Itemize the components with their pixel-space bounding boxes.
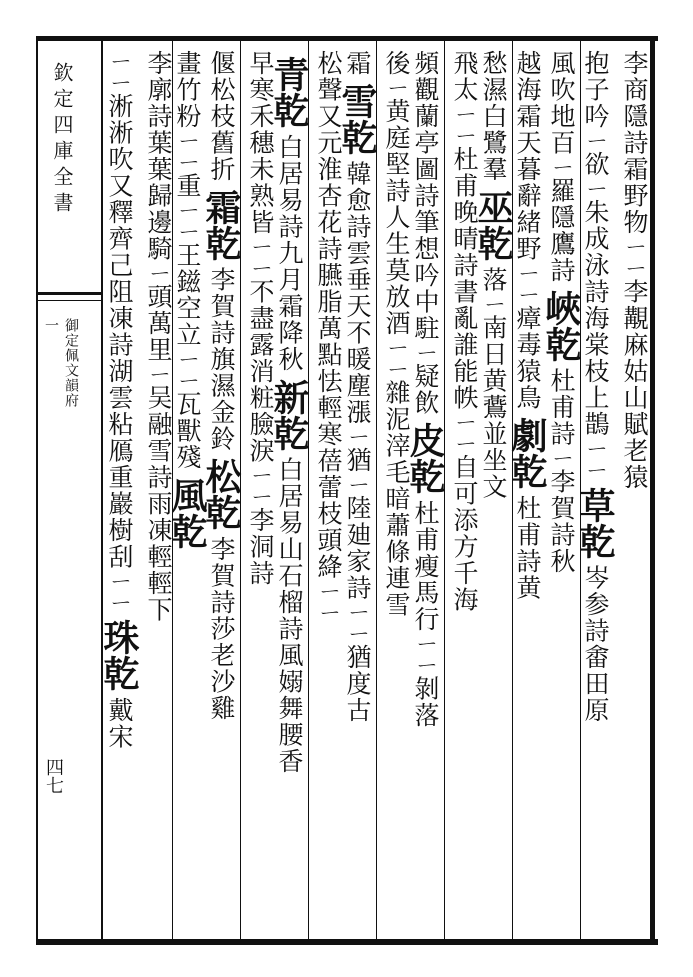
margin-divider-upper <box>38 292 101 295</box>
citation-text: 杜甫詩 <box>547 367 576 447</box>
entry-headword: 劇乾 <box>506 417 548 489</box>
citation-text: 杜甫晚晴詩書亂誰能帙ㄧㄧ自可添方千海 <box>450 146 479 613</box>
body-text: 畫竹粉ㄧㄧ重ㄧㄧ王鎡空 <box>173 50 202 322</box>
text-column <box>379 50 409 940</box>
text-column <box>243 50 273 940</box>
text-column <box>404 50 446 940</box>
body-text: 霜 <box>343 50 372 77</box>
body-text: 愁濕白鷺羣 <box>479 50 508 183</box>
margin-page-number: 四七 <box>43 758 64 794</box>
body-text: 鷰並坐文 <box>479 394 508 500</box>
text-column <box>268 50 310 940</box>
text-column <box>540 50 582 940</box>
citation-text: 戴宋 <box>105 697 134 750</box>
citation-text: 杜甫瘦馬行ㄧㄧ剝落 <box>411 500 440 729</box>
text-column <box>472 50 514 940</box>
entry-headword: 青乾 <box>268 56 310 128</box>
citation-text: 立ㄧㄧ瓦獸殘 <box>173 321 202 471</box>
citation-text: 杜甫詩黄 <box>513 495 542 601</box>
text-column <box>141 50 171 940</box>
text-column <box>200 50 242 940</box>
body-text: 後ㄧ黄庭堅詩人生莫放酒ㄧㄧ <box>382 50 411 380</box>
body-text: ㄧㄧ淅淅吹又釋齊己阻凍詩湖雲粘鴈重巖樹刮ㄧㄧ <box>105 50 134 613</box>
citation-text: 岑参詩畬田原 <box>581 564 610 724</box>
entry-headword: 風乾 <box>166 476 208 549</box>
text-column <box>311 50 341 940</box>
citation-text: 白居易山石榴詩風嫋舞腰香 <box>275 456 304 775</box>
entry-headword: 草乾 <box>574 486 616 559</box>
citation-text: 李賀詩旗濕金鈴 <box>207 266 236 452</box>
margin-sub-volume: 一 <box>43 318 59 333</box>
text-column <box>98 50 140 940</box>
entry-headword: 松乾 <box>200 458 242 530</box>
column-divider <box>376 41 377 939</box>
body-text: 早寒禾穗未熟皆ㄧㄧ不盡露消粧臉淚ㄧㄧ李洞詩 <box>246 50 275 587</box>
entry-headword: 珠乾 <box>98 619 140 691</box>
text-column <box>336 50 378 940</box>
citation-text: 白居易詩九月霜降秋 <box>275 134 304 373</box>
body-text: ㄧ李賀詩秋 <box>547 447 576 575</box>
citation-text: 瘴毒猿鳥 <box>513 305 542 411</box>
body-text: 李廓詩葉葉歸邊騎ㄧ頭萬里ㄧ吴融雪詩雨凍輕輕下 <box>144 50 173 623</box>
body-text: 李商隱詩霜野物ㄧㄧ李覯麻姑山賦老猿 <box>620 50 649 491</box>
frame-top-rule <box>36 36 658 41</box>
column-divider <box>308 41 309 939</box>
text-column <box>447 50 477 940</box>
entry-headword: 雪乾 <box>336 82 378 155</box>
margin-divider-lower <box>38 300 101 301</box>
citation-text: 韓愈詩雲垂天不暖塵漲ㄧ猶ㄧ陸廸家詩ㄧㄧ猶度古 <box>343 160 372 724</box>
entry-headword: 霜乾 <box>200 188 242 261</box>
citation-text: 落ㄧ南日黄 <box>479 266 508 394</box>
text-column <box>574 50 616 940</box>
body-text: 抱子吟ㄧ欲ㄧ朱成泳詩海棠枝上鵲ㄧㄧ <box>581 50 610 481</box>
citation-text: 雜泥滓毛暗蕭條連雪 <box>382 379 411 618</box>
margin-sub-title: 御定佩文韻府 <box>63 318 79 408</box>
entry-headword: 巫乾 <box>472 188 514 261</box>
entry-headword: 皮乾 <box>404 422 446 494</box>
body-text: 偃松枝舊折 <box>207 50 236 183</box>
text-column <box>506 50 548 940</box>
body-text: 松聲又元淮杏花詩臙脂萬點怯輕寒蓓蕾枝頭絳ㄧㄧ <box>314 50 343 623</box>
citation-text: 李賀詩莎老沙雞 <box>207 536 236 722</box>
margin-book-title: 欽定四庫全書 <box>50 62 74 218</box>
entry-headword: 新乾 <box>268 378 310 451</box>
frame-left-rule <box>36 36 38 945</box>
body-text: 風吹地百ㄧ羅隱鷹詩 <box>547 50 576 284</box>
body-text: 越海霜天暮辭緒野ㄧㄧ <box>513 50 542 305</box>
body-text: 飛太ㄧㄧ <box>450 50 479 146</box>
frame-right-rule <box>650 36 655 945</box>
text-column <box>166 50 208 940</box>
body-text: 頻觀蘭亭圖詩筆想吟中駐ㄧ疑飲 <box>411 50 440 416</box>
text-column <box>617 50 647 940</box>
entry-headword: 峽乾 <box>540 289 582 362</box>
